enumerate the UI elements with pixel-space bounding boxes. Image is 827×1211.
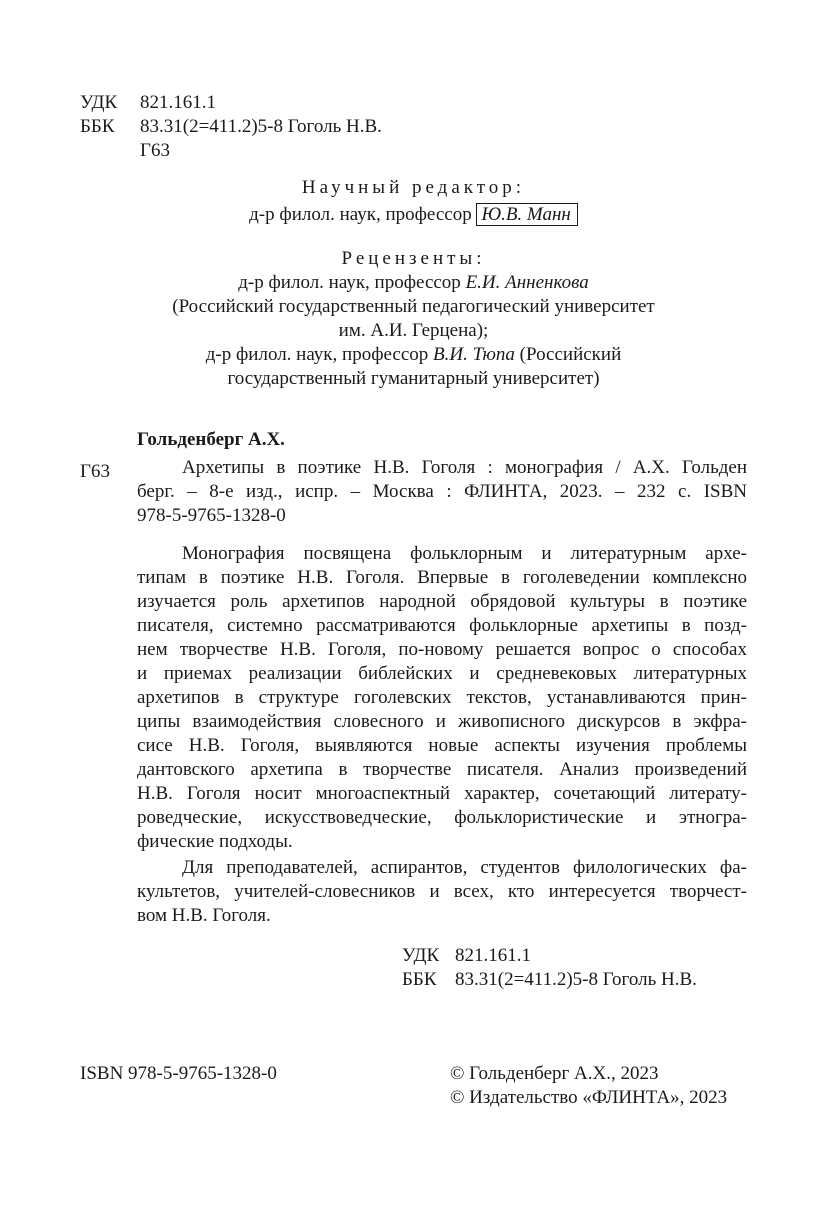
copyright-author: © Гольденберг А.Х., 2023 xyxy=(450,1063,659,1084)
classification-bottom xyxy=(402,944,697,992)
record-line-2: берг. – 8-е изд., испр. – Москва : ФЛИНТА, 2023. – 232 с. ISBN xyxy=(137,481,747,502)
reviewer-1-degree: д-р филол. наук, профессор xyxy=(238,272,461,293)
record-author: Гольденберг А.Х. xyxy=(137,429,285,450)
annotation-line: вом Н.В. Гоголя. xyxy=(137,905,271,926)
classification-top xyxy=(80,91,382,163)
editor-heading: Научный редактор: xyxy=(301,177,526,198)
udk-label-bottom: УДК xyxy=(402,945,440,966)
record-line-3: 978-5-9765-1328-0 xyxy=(137,505,286,526)
reviewers-block xyxy=(0,247,827,391)
reviewer-2-degree: д-р филол. наук, профессор xyxy=(205,344,429,365)
annotation-line: фические подходы. xyxy=(137,831,293,852)
reviewer-1-name: Е.И. Анненкова xyxy=(465,272,589,293)
annotation-line: Монография посвящена фольклорным и литературным архе- xyxy=(182,543,747,564)
annotation-line: сисе Н.В. Гоголя, выявляются новые аспекты изучения проблемы xyxy=(137,735,747,756)
udk-label: УДК xyxy=(80,92,118,113)
annotation-line: культетов, учителей-словесников и всех, кто интересуется творчест- xyxy=(137,881,747,902)
bbk-label-bottom: ББК xyxy=(402,969,437,990)
annotation-line: дантовского архетипа в творчестве писателя. Анализ произведений xyxy=(137,759,747,780)
annotation-line: Н.В. Гоголя носит многоаспектный характер, сочетающий литерату- xyxy=(137,783,747,804)
annotation-line: роведческие, искусствоведческие, фольклористические и этногра- xyxy=(137,807,747,828)
copyright-publisher: © Издательство «ФЛИНТА», 2023 xyxy=(450,1087,728,1108)
annotation-line: Для преподавателей, аспирантов, студентов филологических фа- xyxy=(182,857,747,878)
bbk-value-bottom: 83.31(2=411.2)5-8 Гоголь Н.В. xyxy=(455,969,697,990)
footer-copyright xyxy=(450,1062,727,1110)
reviewer-1-affiliation-2: им. А.И. Герцена); xyxy=(338,320,489,341)
editor-name: Ю.В. Манн xyxy=(476,203,577,226)
reviewers-heading: Рецензенты: xyxy=(341,248,486,269)
annotation-paragraph-2 xyxy=(137,856,747,928)
reviewer-2-affiliation-2: государственный гуманитарный университет) xyxy=(227,368,600,389)
annotation-line: типам в поэтике Н.В. Гоголя. Впервые в гоголеведении комплексно xyxy=(137,567,747,588)
author-sign: Г63 xyxy=(140,140,170,161)
annotation-line: писателя, системно рассматриваются фольклорные архетипы в позд- xyxy=(137,615,747,636)
editor-degree: д-р филол. наук, профессор xyxy=(249,204,472,225)
bbk-label: ББК xyxy=(80,116,115,137)
record-line-1: Архетипы в поэтике Н.В. Гоголя : монография / А.Х. Гольден xyxy=(182,457,747,478)
annotation-line: архетипов в структуре гоголевских текстов, устанавливаются прин- xyxy=(137,687,747,708)
udk-value: 821.161.1 xyxy=(140,92,216,113)
bibliographic-record xyxy=(137,456,747,528)
annotation-line: изучается роль архетипов народной обрядовой культуры в поэтике xyxy=(137,591,747,612)
bbk-value: 83.31(2=411.2)5-8 Гоголь Н.В. xyxy=(140,116,382,137)
udk-value-bottom: 821.161.1 xyxy=(455,945,531,966)
reviewer-2-name: В.И. Тюпа xyxy=(433,344,515,365)
editor-block xyxy=(0,176,827,227)
annotation-line: и приемах реализации библейских и средневековых литературных xyxy=(137,663,747,684)
reviewer-1-affiliation-1: (Российский государственный педагогический университет xyxy=(172,296,655,317)
annotation-line: нем творчестве Н.В. Гоголя, по-новому решается вопрос о способах xyxy=(137,639,747,660)
annotation-line: ципы взаимодействия словесного и живописного дискурсов в экфра- xyxy=(137,711,747,732)
annotation xyxy=(137,542,747,928)
reviewer-2-affiliation-1: (Российский xyxy=(519,344,622,365)
record-sign: Г63 xyxy=(80,461,110,482)
annotation-paragraph-1 xyxy=(137,542,747,854)
footer-isbn: ISBN 978-5-9765-1328-0 xyxy=(80,1063,277,1084)
